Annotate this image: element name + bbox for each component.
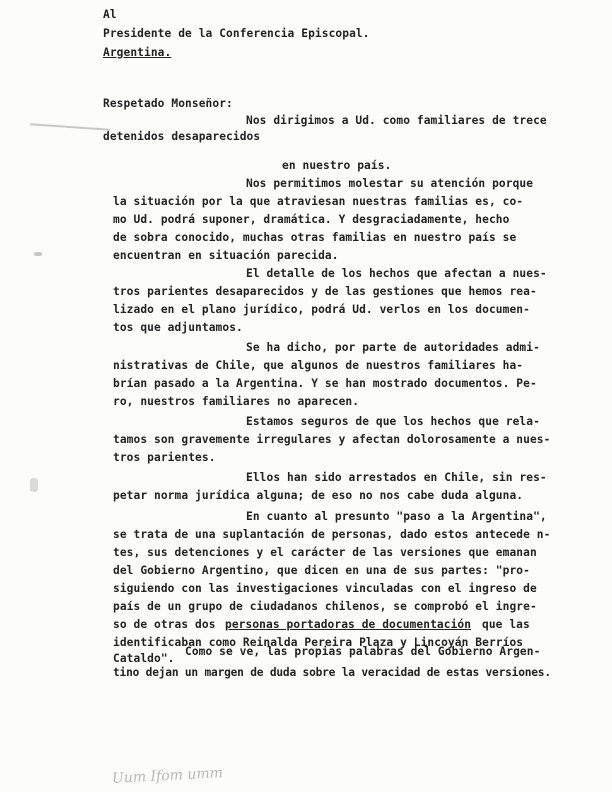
greeting: Respetado Monseñor:	[103, 97, 233, 110]
body-line: Estamos seguros de que los hechos que rela-	[246, 415, 540, 428]
scan-mark-bracket	[30, 478, 38, 492]
body-line: so de otras dos	[113, 618, 216, 631]
recipient-country: Argentina.	[103, 46, 172, 59]
body-line: brían pasado a la Argentina. Y se han mostrado documentos. Pe-	[113, 377, 537, 390]
body-line: Se ha dicho, por parte de autoridades admi-	[246, 341, 540, 354]
body-line: El detalle de los hechos que afectan a nues-	[246, 267, 547, 280]
body-line: Nos dirigimos a Ud. como familiares de trece	[246, 114, 547, 127]
body-line: tamos son gravemente irregulares y afectan dolorosamente a nues-	[113, 433, 551, 446]
body-line: se trata de una suplantación de personas, dado estos antecede n-	[113, 528, 551, 541]
salutation-to: Al	[103, 8, 117, 21]
body-line: En cuanto al presunto "paso a la Argentina",	[246, 510, 547, 523]
body-line: nistrativas de Chile, que algunos de nuestros familiares ha-	[113, 359, 524, 372]
body-line: detenidos desaparecidos	[103, 130, 261, 143]
body-line: tes, sus detenciones y el carácter de las versiones que emanan	[113, 546, 537, 559]
handwritten-signature: Uum Ifom umm	[111, 765, 224, 787]
body-line: Cataldo".	[113, 652, 175, 665]
body-line-underlined: personas portadoras de documentación	[225, 618, 472, 631]
body-line: tino dejan un margen de duda sobre la veracidad de estas versiones.	[113, 666, 551, 679]
body-line: Como se ve, las propias palabras del Gobierno Argen-	[185, 645, 541, 658]
body-line: mo Ud. podrá suponer, dramática. Y desgraciadamente, hecho	[113, 213, 510, 226]
body-line: encuentran en situación parecida.	[113, 249, 339, 262]
body-line: identificaban como Reinalda Pereira Plaza y Lincoyán Berríos	[113, 636, 524, 649]
body-line: siguiendo con las investigaciones vinculadas con el ingreso de	[113, 582, 537, 595]
body-line: petar norma jurídica alguna; de eso no nos cabe duda alguna.	[113, 489, 524, 502]
body-line: tros parientes.	[113, 451, 216, 464]
body-line: en nuestro país.	[282, 159, 392, 172]
body-line: Ellos han sido arrestados en Chile, sin res-	[246, 471, 547, 484]
body-line: la situación por la que atraviesan nuestras familias es, co-	[113, 195, 524, 208]
body-line: tos que adjuntamos.	[113, 321, 243, 334]
body-line: que las	[482, 618, 530, 631]
recipient-title: Presidente de la Conferencia Episcopal.	[103, 27, 370, 40]
scan-mark-left	[30, 123, 110, 131]
body-line: ro, nuestros familiares no aparecen.	[113, 395, 360, 408]
body-line: tros parientes desaparecidos y de las gestiones que hemos rea-	[113, 285, 537, 298]
body-line: país de un grupo de ciudadanos chilenos, se comprobó el ingre-	[113, 600, 537, 613]
body-line: del Gobierno Argentino, que dicen en una de sus partes: "pro-	[113, 564, 530, 577]
body-line: de sobra conocido, muchas otras familias en nuestro país se	[113, 231, 517, 244]
body-line: lizado en el plano jurídico, podrá Ud. verlos en los documen-	[113, 303, 530, 316]
scan-mark-dot	[34, 252, 42, 256]
body-line: Nos permitimos molestar su atención porque	[246, 177, 534, 190]
